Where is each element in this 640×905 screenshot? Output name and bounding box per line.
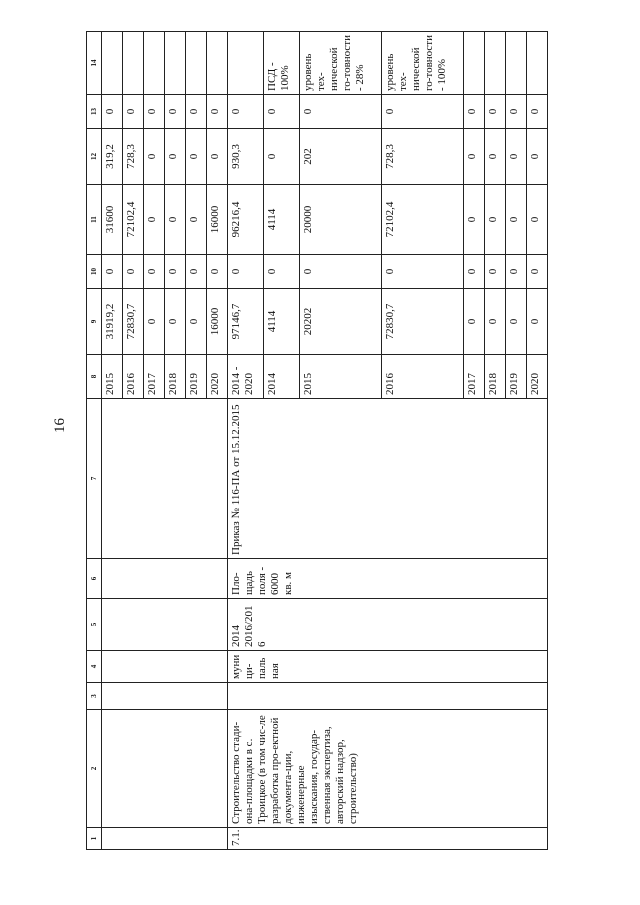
note-cell: [228, 32, 264, 95]
value-cell: 0: [264, 255, 300, 289]
year-cell: 2014 - 2020: [228, 355, 264, 399]
year-cell: 2020: [526, 355, 547, 399]
value-cell: 0: [463, 185, 484, 255]
value-cell: 0: [207, 255, 228, 289]
value-cell: 0: [382, 255, 464, 289]
value-cell: 0: [484, 255, 505, 289]
value-cell: 31600: [102, 185, 123, 255]
year-cell: 2019: [505, 355, 526, 399]
capacity-cell: Пло-щадь поля - 6000 кв. м: [228, 559, 548, 599]
value-cell: 0: [526, 129, 547, 185]
value-cell: 0: [186, 289, 207, 355]
column-number: 8: [87, 355, 102, 399]
table-row: [102, 32, 123, 850]
value-cell: 0: [186, 255, 207, 289]
value-cell: 20202: [300, 289, 382, 355]
value-cell: 0: [505, 255, 526, 289]
value-cell: 728,3: [123, 129, 144, 185]
column-number: 11: [87, 185, 102, 255]
value-cell: 0: [484, 289, 505, 355]
value-cell: 319,2: [102, 129, 123, 185]
empty-cell: [102, 683, 228, 710]
value-cell: 0: [526, 289, 547, 355]
value-cell: 0: [264, 95, 300, 129]
ownership-cell: муници-пальная: [228, 651, 548, 683]
period-cell: 2014 2016/2016: [228, 599, 548, 651]
value-cell: 0: [186, 185, 207, 255]
value-cell: 4114: [264, 289, 300, 355]
empty-cell: [102, 399, 228, 559]
note-cell: [186, 32, 207, 95]
year-cell: 2018: [484, 355, 505, 399]
value-cell: 4114: [264, 185, 300, 255]
value-cell: 0: [505, 185, 526, 255]
value-cell: 930,3: [228, 129, 264, 185]
value-cell: 0: [382, 95, 464, 129]
table-row: [228, 32, 264, 850]
value-cell: 0: [505, 289, 526, 355]
value-cell: 16000: [207, 185, 228, 255]
note-cell: [102, 32, 123, 95]
year-cell: 2018: [165, 355, 186, 399]
column-number: 7: [87, 399, 102, 559]
year-cell: 2017: [463, 355, 484, 399]
value-cell: 0: [484, 95, 505, 129]
value-cell: 31919,2: [102, 289, 123, 355]
value-cell: 202: [300, 129, 382, 185]
note-cell: [505, 32, 526, 95]
value-cell: 0: [484, 185, 505, 255]
value-cell: 0: [123, 95, 144, 129]
value-cell: 0: [165, 185, 186, 255]
value-cell: 0: [505, 95, 526, 129]
note-cell: [463, 32, 484, 95]
empty-cell: [102, 599, 228, 651]
value-cell: 0: [144, 289, 165, 355]
value-cell: 0: [300, 255, 382, 289]
value-cell: 0: [102, 255, 123, 289]
note-cell: ПСД - 100%: [264, 32, 300, 95]
note-cell: уровень тех-нической го-товности - 100%: [382, 32, 464, 95]
value-cell: 0: [144, 129, 165, 185]
column-number: 9: [87, 289, 102, 355]
column-number: 6: [87, 559, 102, 599]
note-cell: [144, 32, 165, 95]
value-cell: 0: [144, 95, 165, 129]
column-number: 10: [87, 255, 102, 289]
year-cell: 2015: [300, 355, 382, 399]
year-cell: 2017: [144, 355, 165, 399]
year-cell: 2015: [102, 355, 123, 399]
value-cell: 72830,7: [382, 289, 464, 355]
column-number: 4: [87, 651, 102, 683]
value-cell: 0: [264, 129, 300, 185]
note-cell: [123, 32, 144, 95]
value-cell: 0: [463, 129, 484, 185]
column-number: 14: [87, 32, 102, 95]
value-cell: 96216,4: [228, 185, 264, 255]
value-cell: 97146,7: [228, 289, 264, 355]
value-cell: 0: [207, 129, 228, 185]
note-cell: [526, 32, 547, 95]
note-cell: [484, 32, 505, 95]
value-cell: 0: [228, 255, 264, 289]
rotated-table-wrapper: [86, 32, 548, 850]
column-number: 1: [87, 828, 102, 850]
column-number: 2: [87, 710, 102, 828]
value-cell: 0: [165, 129, 186, 185]
value-cell: 72102,4: [382, 185, 464, 255]
empty-cell: [102, 710, 228, 828]
note-cell: [165, 32, 186, 95]
value-cell: 0: [165, 289, 186, 355]
value-cell: 72830,7: [123, 289, 144, 355]
item-number-cell: 7.1.: [228, 828, 548, 850]
value-cell: 0: [165, 255, 186, 289]
value-cell: 72102,4: [123, 185, 144, 255]
value-cell: 0: [463, 255, 484, 289]
empty-cell: [102, 828, 228, 850]
value-cell: 0: [186, 95, 207, 129]
value-cell: 0: [300, 95, 382, 129]
value-cell: 0: [207, 95, 228, 129]
year-cell: 2016: [123, 355, 144, 399]
value-cell: 0: [165, 95, 186, 129]
investment-table: [86, 31, 548, 850]
empty-cell: [102, 559, 228, 599]
value-cell: 728,3: [382, 129, 464, 185]
document-cell: Приказ № 116-ПА от 15.12.2015: [228, 399, 548, 559]
year-cell: 2014: [264, 355, 300, 399]
value-cell: 0: [102, 95, 123, 129]
page-number: 16: [52, 418, 68, 433]
value-cell: 0: [526, 185, 547, 255]
column-number: 3: [87, 683, 102, 710]
column-number: 5: [87, 599, 102, 651]
column-number: 13: [87, 95, 102, 129]
item-name-cell: Строительство стади-она-площадки в с. Троицкое (в том чис-ле разработка про-ектной документа-ции, инженерные изыскания, государ-ственная экспертиза, авторский надзор, строительство): [228, 710, 548, 828]
year-cell: 2020: [207, 355, 228, 399]
empty-cell: [228, 683, 548, 710]
column-number: 12: [87, 129, 102, 185]
value-cell: 0: [484, 129, 505, 185]
value-cell: 0: [526, 255, 547, 289]
value-cell: 0: [123, 255, 144, 289]
value-cell: 0: [463, 95, 484, 129]
value-cell: 0: [463, 289, 484, 355]
empty-cell: [102, 651, 228, 683]
value-cell: 16000: [207, 289, 228, 355]
column-number-row: [87, 32, 102, 850]
value-cell: 0: [526, 95, 547, 129]
year-cell: 2019: [186, 355, 207, 399]
year-cell: 2016: [382, 355, 464, 399]
rotated-table-container: [86, 32, 548, 850]
value-cell: 0: [144, 185, 165, 255]
value-cell: 20000: [300, 185, 382, 255]
value-cell: 0: [228, 95, 264, 129]
note-cell: уровень тех-нической го-товности - 28%: [300, 32, 382, 95]
value-cell: 0: [186, 129, 207, 185]
value-cell: 0: [144, 255, 165, 289]
value-cell: 0: [505, 129, 526, 185]
note-cell: [207, 32, 228, 95]
